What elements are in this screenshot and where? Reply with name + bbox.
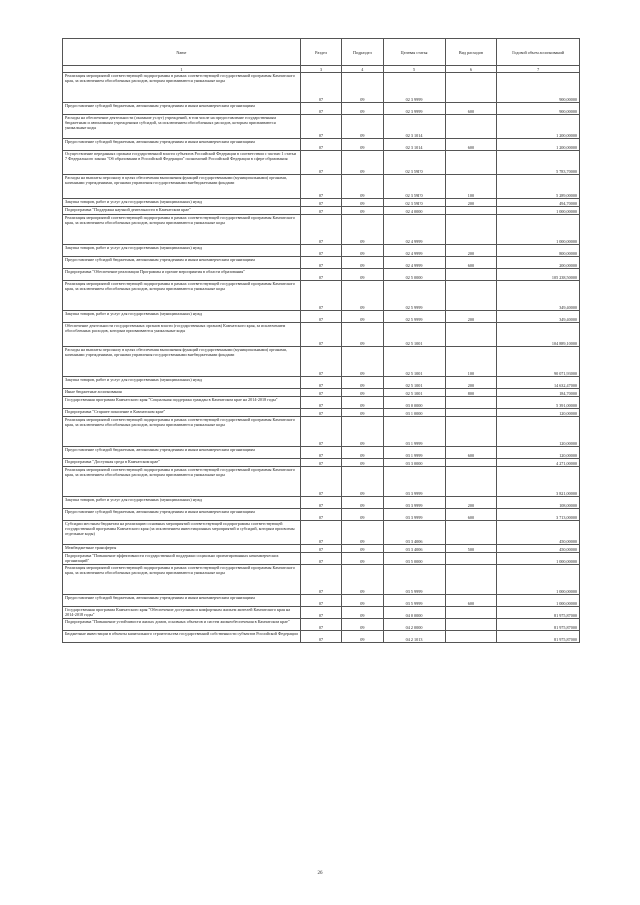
header-subsection: Подраздел (342, 39, 383, 66)
row-section: 07 (300, 565, 341, 595)
row-subsection: 09 (342, 545, 383, 553)
row-name: Иные бюджетные ассигнования (63, 389, 301, 397)
header-expense: Вид расходов (445, 39, 497, 66)
table-row (63, 545, 580, 553)
row-subsection: 09 (342, 207, 383, 215)
row-name: Подпрограмма "Повышение устойчивости жилых домов, основных объектов и систем жизнеобеспечения в Камчатском крае" (63, 619, 301, 631)
row-subsection: 09 (342, 447, 383, 459)
row-expense (445, 521, 497, 545)
row-subsection: 09 (342, 631, 383, 643)
row-subsection: 09 (342, 509, 383, 521)
row-section: 07 (300, 409, 341, 417)
row-amount: 3 821,00000 (497, 467, 580, 497)
table-row (63, 467, 580, 497)
row-expense: 200 (445, 199, 497, 207)
row-target: 02 3 59Г0 (383, 151, 445, 175)
row-target: 03 5 9999 (383, 595, 445, 607)
row-expense (445, 215, 497, 245)
row-name: Закупка товаров, работ и услуг для государственных (муниципальных) нужд (63, 377, 301, 389)
row-section: 07 (300, 311, 341, 323)
row-expense (445, 607, 497, 619)
row-section: 07 (300, 631, 341, 643)
row-name: Реализация мероприятий соответствующей подпрограммы в рамках соответствующей государственной программы Камчатского края, за исключением обособленных расходов, которым присваиваются уникальные коды (63, 73, 301, 103)
row-expense: 200 (445, 245, 497, 257)
row-subsection: 09 (342, 73, 383, 103)
table-row (63, 389, 580, 397)
row-section: 07 (300, 151, 341, 175)
row-amount: 900,00000 (497, 103, 580, 115)
row-amount: 90 071,93000 (497, 347, 580, 377)
row-target: 03 0 0000 (383, 397, 445, 409)
column-number: 7 (497, 66, 580, 73)
row-section: 07 (300, 417, 341, 447)
row-section: 07 (300, 175, 341, 199)
row-target: 02 4 9999 (383, 245, 445, 257)
row-amount: 800,00000 (497, 245, 580, 257)
row-expense (445, 115, 497, 139)
row-expense (445, 207, 497, 215)
table-row (63, 397, 580, 409)
table-row (63, 607, 580, 619)
row-target: 02 5 1001 (383, 389, 445, 397)
row-subsection: 09 (342, 347, 383, 377)
row-target: 03 5 9999 (383, 565, 445, 595)
column-number: 6 (445, 66, 497, 73)
row-name: Предоставление субсидий бюджетным, автономным учреждениям и иным некоммерческим организациям (63, 103, 301, 115)
table-row (63, 257, 580, 269)
row-amount: 184,70000 (497, 389, 580, 397)
row-expense (445, 553, 497, 565)
row-subsection: 09 (342, 311, 383, 323)
header-section: Раздел (300, 39, 341, 66)
row-name: Предоставление субсидий бюджетным, автономным учреждениям и иным некоммерческим организациям (63, 595, 301, 607)
row-subsection: 09 (342, 269, 383, 281)
row-amount: 200,00000 (497, 257, 580, 269)
row-expense: 600 (445, 509, 497, 521)
row-subsection: 09 (342, 377, 383, 389)
row-expense: 600 (445, 257, 497, 269)
column-number: 5 (383, 66, 445, 73)
table-row (63, 553, 580, 565)
row-amount: 349,40000 (497, 281, 580, 311)
table-row (63, 631, 580, 643)
table-row (63, 521, 580, 545)
row-subsection: 09 (342, 139, 383, 151)
table-row (63, 199, 580, 207)
row-section: 07 (300, 545, 341, 553)
row-section: 07 (300, 607, 341, 619)
row-name: Расходы на выплаты персоналу в целях обеспечения выполнения функций государственными (муниципальными) органами, казенными учреждениями, органами управления государственными внебюджетными фондами (63, 347, 301, 377)
row-target: 02 4 9999 (383, 257, 445, 269)
row-subsection: 09 (342, 323, 383, 347)
row-amount: 81 975,87000 (497, 607, 580, 619)
row-name: Реализация мероприятий соответствующей подпрограммы в рамках соответствующей государственной программы Камчатского края, за исключением обособленных расходов, которым присваиваются уникальные коды (63, 467, 301, 497)
row-target: 02 4 9999 (383, 215, 445, 245)
row-name: Реализация мероприятий соответствующей подпрограммы в рамках соответствующей государственной программы Камчатского края, за исключением обособленных расходов, которым присваиваются уникальные коды (63, 565, 301, 595)
row-section: 07 (300, 257, 341, 269)
row-target: 02 3 59Г0 (383, 199, 445, 207)
row-subsection: 09 (342, 389, 383, 397)
row-expense (445, 397, 497, 409)
row-name: Закупка товаров, работ и услуг для государственных (муниципальных) нужд (63, 199, 301, 207)
row-section: 07 (300, 619, 341, 631)
row-amount: 1 000,00000 (497, 595, 580, 607)
row-subsection: 09 (342, 199, 383, 207)
row-name: Государственная программа Камчатского края "Обеспечение доступным и комфортным жильем жителей Камчатского края на 2014-2018 годы" (63, 607, 301, 619)
row-target: 04 0 0000 (383, 607, 445, 619)
row-amount: 3 713,00000 (497, 509, 580, 521)
budget-table (62, 38, 580, 643)
row-target: 03 3 9999 (383, 497, 445, 509)
row-name: Субсидии местным бюджетам на реализацию основных мероприятий соответствующей подпрограммы соответствующей государственной программы Камчатского края (за исключением инвестиционных мероприятий и субсидий, которым присвоены отдельные коды) (63, 521, 301, 545)
row-name: Осуществление переданных органам государственной власти субъектов Российской Федерации в соответствии с частью 1 статьи 7 Федерального закона "Об образовании в Российской Федерации" полномочий Российской Федерации в сфере образования (63, 151, 301, 175)
row-expense (445, 459, 497, 467)
row-expense (445, 417, 497, 447)
row-target: 02 5 1001 (383, 377, 445, 389)
budget-table-sheet (62, 38, 580, 643)
table-row (63, 73, 580, 103)
row-section: 07 (300, 521, 341, 545)
row-subsection: 09 (342, 619, 383, 631)
row-section: 07 (300, 323, 341, 347)
row-section: 07 (300, 115, 341, 139)
row-name: Закупка товаров, работ и услуг для государственных (муниципальных) нужд (63, 311, 301, 323)
row-amount: 120,00000 (497, 447, 580, 459)
row-name: Предоставление субсидий бюджетным, автономным учреждениям и иным некоммерческим организациям (63, 139, 301, 151)
row-subsection: 09 (342, 257, 383, 269)
row-target: 03 3 4006 (383, 521, 445, 545)
row-subsection: 09 (342, 467, 383, 497)
row-target: 03 1 0000 (383, 409, 445, 417)
row-section: 07 (300, 207, 341, 215)
table-row (63, 417, 580, 447)
table-row (63, 311, 580, 323)
row-amount: 1 200,00000 (497, 115, 580, 139)
row-expense: 200 (445, 311, 497, 323)
row-subsection: 09 (342, 595, 383, 607)
table-row (63, 269, 580, 281)
row-target: 03 3 9999 (383, 467, 445, 497)
row-subsection: 09 (342, 115, 383, 139)
row-name: Подпрограмма "Старшее поколение в Камчатском крае" (63, 409, 301, 417)
table-row (63, 175, 580, 199)
row-name: Реализация мероприятий соответствующей подпрограммы в рамках соответствующей государственной программы Камчатского края, за исключением обособленных расходов, которым присваиваются уникальные коды (63, 417, 301, 447)
header-row (63, 39, 580, 66)
row-expense (445, 323, 497, 347)
row-target: 02 4 0000 (383, 207, 445, 215)
row-target: 03 5 0000 (383, 553, 445, 565)
row-amount: 120,00000 (497, 417, 580, 447)
row-target: 02 5 1001 (383, 347, 445, 377)
column-number-row (63, 66, 580, 73)
row-subsection: 09 (342, 607, 383, 619)
row-expense (445, 565, 497, 595)
row-name: Закупка товаров, работ и услуг для государственных (муниципальных) нужд (63, 245, 301, 257)
table-row (63, 323, 580, 347)
row-expense (445, 73, 497, 103)
row-subsection: 09 (342, 151, 383, 175)
header-target: Целевая статья (383, 39, 445, 66)
row-target: 02 3 59Г0 (383, 175, 445, 199)
row-amount: 14 632,47000 (497, 377, 580, 389)
row-expense (445, 631, 497, 643)
table-row (63, 139, 580, 151)
row-amount: 1 200,00000 (497, 139, 580, 151)
row-target: 02 3 9999 (383, 103, 445, 115)
row-target: 03 3 9999 (383, 509, 445, 521)
table-row (63, 215, 580, 245)
row-expense: 500 (445, 545, 497, 553)
row-amount: 1 000,00000 (497, 565, 580, 595)
row-target: 04 2 1013 (383, 631, 445, 643)
row-target: 02 5 0000 (383, 269, 445, 281)
row-amount: 1 000,00000 (497, 207, 580, 215)
row-section: 07 (300, 139, 341, 151)
row-section: 07 (300, 377, 341, 389)
row-section: 07 (300, 497, 341, 509)
row-amount: 450,00000 (497, 545, 580, 553)
row-section: 07 (300, 389, 341, 397)
row-name: Реализация мероприятий соответствующей подпрограммы в рамках соответствующей государственной программы Камчатского края, за исключением обособленных расходов, которым присваиваются уникальные коды (63, 281, 301, 311)
row-expense (445, 467, 497, 497)
row-subsection: 09 (342, 459, 383, 467)
header-name: Name (63, 39, 301, 66)
row-subsection: 09 (342, 417, 383, 447)
column-number: 4 (342, 66, 383, 73)
row-target: 03 3 4006 (383, 545, 445, 553)
table-row (63, 595, 580, 607)
row-expense (445, 281, 497, 311)
row-amount: 104 889,10000 (497, 323, 580, 347)
row-name: Обеспечение деятельности государственных органов власти (государственных органов) Камчатского края, за исключением обособленных расходов, которым присваиваются уникальные коды (63, 323, 301, 347)
row-section: 07 (300, 467, 341, 497)
row-amount: 108,00000 (497, 497, 580, 509)
row-subsection: 09 (342, 521, 383, 545)
row-subsection: 09 (342, 103, 383, 115)
header-amount: Годовой объем ассигнований (497, 39, 580, 66)
row-name: Предоставление субсидий бюджетным, автономным учреждениям и иным некоммерческим организациям (63, 257, 301, 269)
row-expense: 200 (445, 377, 497, 389)
row-expense (445, 619, 497, 631)
table-body (63, 73, 580, 643)
row-name: Предоставление субсидий бюджетным, автономным учреждениям и иным некоммерческим организациям (63, 447, 301, 459)
row-expense: 800 (445, 389, 497, 397)
table-row (63, 447, 580, 459)
row-section: 07 (300, 509, 341, 521)
row-subsection: 09 (342, 397, 383, 409)
row-name: Государственная программа Камчатского края "Социальная поддержка граждан в Камчатском крае на 2014-2018 годы" (63, 397, 301, 409)
row-subsection: 09 (342, 175, 383, 199)
table-row (63, 409, 580, 417)
row-section: 07 (300, 245, 341, 257)
row-amount: 5 391,00000 (497, 397, 580, 409)
row-section: 07 (300, 397, 341, 409)
row-expense: 600 (445, 103, 497, 115)
row-expense: 200 (445, 497, 497, 509)
row-amount: 120,00000 (497, 409, 580, 417)
row-subsection: 09 (342, 281, 383, 311)
row-target: 03 1 9999 (383, 447, 445, 459)
row-section: 07 (300, 269, 341, 281)
row-section: 07 (300, 447, 341, 459)
column-number: 3 (300, 66, 341, 73)
row-section: 07 (300, 103, 341, 115)
row-target: 02 3 1014 (383, 139, 445, 151)
row-section: 07 (300, 281, 341, 311)
table-row (63, 151, 580, 175)
row-expense: 100 (445, 175, 497, 199)
row-amount: 1 000,00000 (497, 553, 580, 565)
row-expense (445, 151, 497, 175)
table-row (63, 207, 580, 215)
row-section: 07 (300, 459, 341, 467)
row-amount: 349,40000 (497, 311, 580, 323)
table-row (63, 115, 580, 139)
row-amount: 450,00000 (497, 521, 580, 545)
row-section: 07 (300, 199, 341, 207)
row-name: Подпрограмма "Доступная среда в Камчатском крае" (63, 459, 301, 467)
page-number: 26 (317, 871, 323, 876)
row-name: Расходы на обеспечение деятельности (оказание услуг) учреждений, в том числе на предоставление государственным бюджетным и автономным учреждениям субсидий, за исключением обособленных расходов, которым присваиваются уникальные коды (63, 115, 301, 139)
row-amount: 900,00000 (497, 73, 580, 103)
row-amount: 1 000,00000 (497, 215, 580, 245)
row-name: Подпрограмма "Обеспечение реализации Программы и прочие мероприятия в области образования" (63, 269, 301, 281)
table-row (63, 377, 580, 389)
row-section: 07 (300, 347, 341, 377)
row-expense: 600 (445, 447, 497, 459)
table-row (63, 347, 580, 377)
row-name: Предоставление субсидий бюджетным, автономным учреждениям и иным некоммерческим организациям (63, 509, 301, 521)
row-expense: 600 (445, 139, 497, 151)
row-name: Межбюджетные трансферты (63, 545, 301, 553)
row-name: Подпрограмма "Повышение эффективности государственной поддержки социально ориентированных некоммерческих организаций" (63, 553, 301, 565)
table-row (63, 497, 580, 509)
table-row (63, 509, 580, 521)
row-target: 03 3 0000 (383, 459, 445, 467)
row-subsection: 09 (342, 245, 383, 257)
table-row (63, 245, 580, 257)
row-amount: 81 975,87000 (497, 631, 580, 643)
row-subsection: 09 (342, 409, 383, 417)
table-row (63, 565, 580, 595)
row-subsection: 09 (342, 565, 383, 595)
table-row (63, 619, 580, 631)
row-name: Закупка товаров, работ и услуг для государственных (муниципальных) нужд (63, 497, 301, 509)
row-target: 02 3 1014 (383, 115, 445, 139)
row-amount: 4 271,00000 (497, 459, 580, 467)
row-target: 02 5 9999 (383, 281, 445, 311)
table-row (63, 459, 580, 467)
row-section: 07 (300, 215, 341, 245)
table-row (63, 103, 580, 115)
row-name: Реализация мероприятий соответствующей подпрограммы в рамках соответствующей государственной программы Камчатского края, за исключением обособленных расходов, которым присваиваются уникальные коды (63, 215, 301, 245)
column-number: 1 (63, 66, 301, 73)
row-expense: 100 (445, 347, 497, 377)
row-section: 07 (300, 595, 341, 607)
row-name: Бюджетные инвестиции в объекты капитального строительства государственной собственности субъектов Российской Федерации (63, 631, 301, 643)
row-target: 02 5 1001 (383, 323, 445, 347)
row-target: 03 1 9999 (383, 417, 445, 447)
row-subsection: 09 (342, 497, 383, 509)
row-expense (445, 409, 497, 417)
table-row (63, 281, 580, 311)
row-name: Подпрограмма "Поддержка научной деятельности в Камчатском крае" (63, 207, 301, 215)
row-expense: 600 (445, 595, 497, 607)
row-amount: 81 975,87000 (497, 619, 580, 631)
row-subsection: 09 (342, 215, 383, 245)
row-section: 07 (300, 73, 341, 103)
row-target: 02 3 9999 (383, 73, 445, 103)
row-subsection: 09 (342, 553, 383, 565)
row-amount: 494,70000 (497, 199, 580, 207)
row-amount: 5 289,00000 (497, 175, 580, 199)
row-target: 02 5 9999 (383, 311, 445, 323)
row-target: 04 2 0000 (383, 619, 445, 631)
row-section: 07 (300, 553, 341, 565)
row-expense (445, 269, 497, 281)
row-amount: 105 238,50000 (497, 269, 580, 281)
row-name: Расходы на выплаты персоналу в целях обеспечения выполнения функций государственными (муниципальными) органами, казенными учреждениями, органами управления государственными внебюджетными фондами (63, 175, 301, 199)
row-amount: 5 783,70000 (497, 151, 580, 175)
